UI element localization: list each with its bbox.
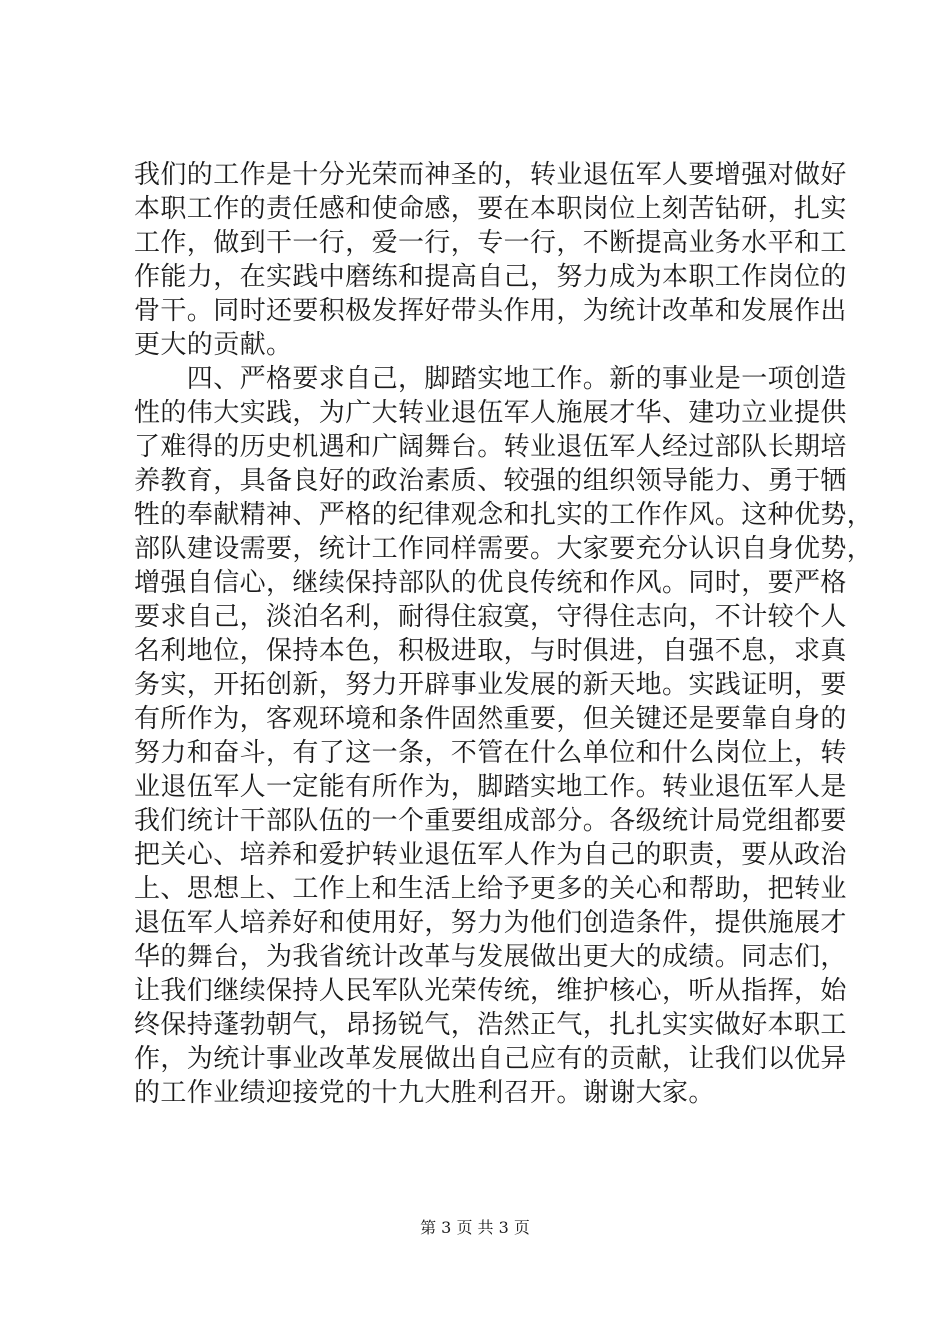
text-line: 退伍军人培养好和使用好，努力为他们创造条件，提供施展才: [134, 908, 847, 938]
text-line: 本职工作的责任感和使命感，要在本职岗位上刻苦钻研，扎实: [134, 194, 847, 224]
text-line: 了难得的历史机遇和广阔舞台。转业退伍军人经过部队长期培: [134, 432, 847, 462]
page-footer: 第 3 页 共 3 页: [420, 1218, 530, 1237]
text-line: 骨干。同时还要积极发挥好带头作用，为统计改革和发展作出: [134, 296, 847, 326]
text-line: 业退伍军人一定能有所作为，脚踏实地工作。转业退伍军人是: [134, 772, 847, 802]
text-line: 让我们继续保持人民军队光荣传统，维护核心，听从指挥，始: [134, 976, 847, 1006]
text-line: 牲的奉献精神、严格的纪律观念和扎实的工作作风。这种优势，: [134, 500, 874, 530]
text-line: 作，为统计事业改革发展做出自己应有的贡献，让我们以优异: [134, 1044, 847, 1074]
text-line: 我们的工作是十分光荣而神圣的，转业退伍军人要增强对做好: [134, 160, 847, 190]
text-line: 上、思想上、工作上和生活上给予更多的关心和帮助，把转业: [134, 874, 847, 904]
text-line: 华的舞台，为我省统计改革与发展做出更大的成绩。同志们，: [134, 942, 847, 972]
text-line: 性的伟大实践，为广大转业退伍军人施展才华、建功立业提供: [134, 398, 847, 428]
text-line: 务实，开拓创新，努力开辟事业发展的新天地。实践证明，要: [134, 670, 847, 700]
text-line: 把关心、培养和爱护转业退伍军人作为自己的职责，要从政治: [134, 840, 847, 870]
text-line: 部队建设需要，统计工作同样需要。大家要充分认识自身优势，: [134, 534, 874, 564]
text-line: 要求自己，淡泊名利，耐得住寂寞，守得住志向，不计较个人: [134, 602, 847, 632]
text-line: 名利地位，保持本色，积极进取，与时俱进，自强不息，求真: [134, 636, 847, 666]
text-line: 努力和奋斗，有了这一条，不管在什么单位和什么岗位上，转: [134, 738, 847, 768]
text-line: 我们统计干部队伍的一个重要组成部分。各级统计局党组都要: [134, 806, 847, 836]
text-line: 四、严格要求自己，脚踏实地工作。新的事业是一项创造: [134, 364, 847, 394]
text-line: 的工作业绩迎接党的十九大胜利召开。谢谢大家。: [134, 1078, 715, 1108]
text-line: 增强自信心，继续保持部队的优良传统和作风。同时，要严格: [134, 568, 847, 598]
text-line: 作能力，在实践中磨练和提高自己，努力成为本职工作岗位的: [134, 262, 847, 292]
text-line: 工作，做到干一行，爱一行，专一行，不断提高业务水平和工: [134, 228, 847, 258]
text-line: 终保持蓬勃朝气，昂扬锐气，浩然正气，扎扎实实做好本职工: [134, 1010, 847, 1040]
text-line: 养教育，具备良好的政治素质、较强的组织领导能力、勇于牺: [134, 466, 847, 496]
body-text: [134, 158, 874, 1110]
text-line: 有所作为，客观环境和条件固然重要，但关键还是要靠自身的: [134, 704, 847, 734]
text-line: 更大的贡献。: [134, 330, 293, 360]
